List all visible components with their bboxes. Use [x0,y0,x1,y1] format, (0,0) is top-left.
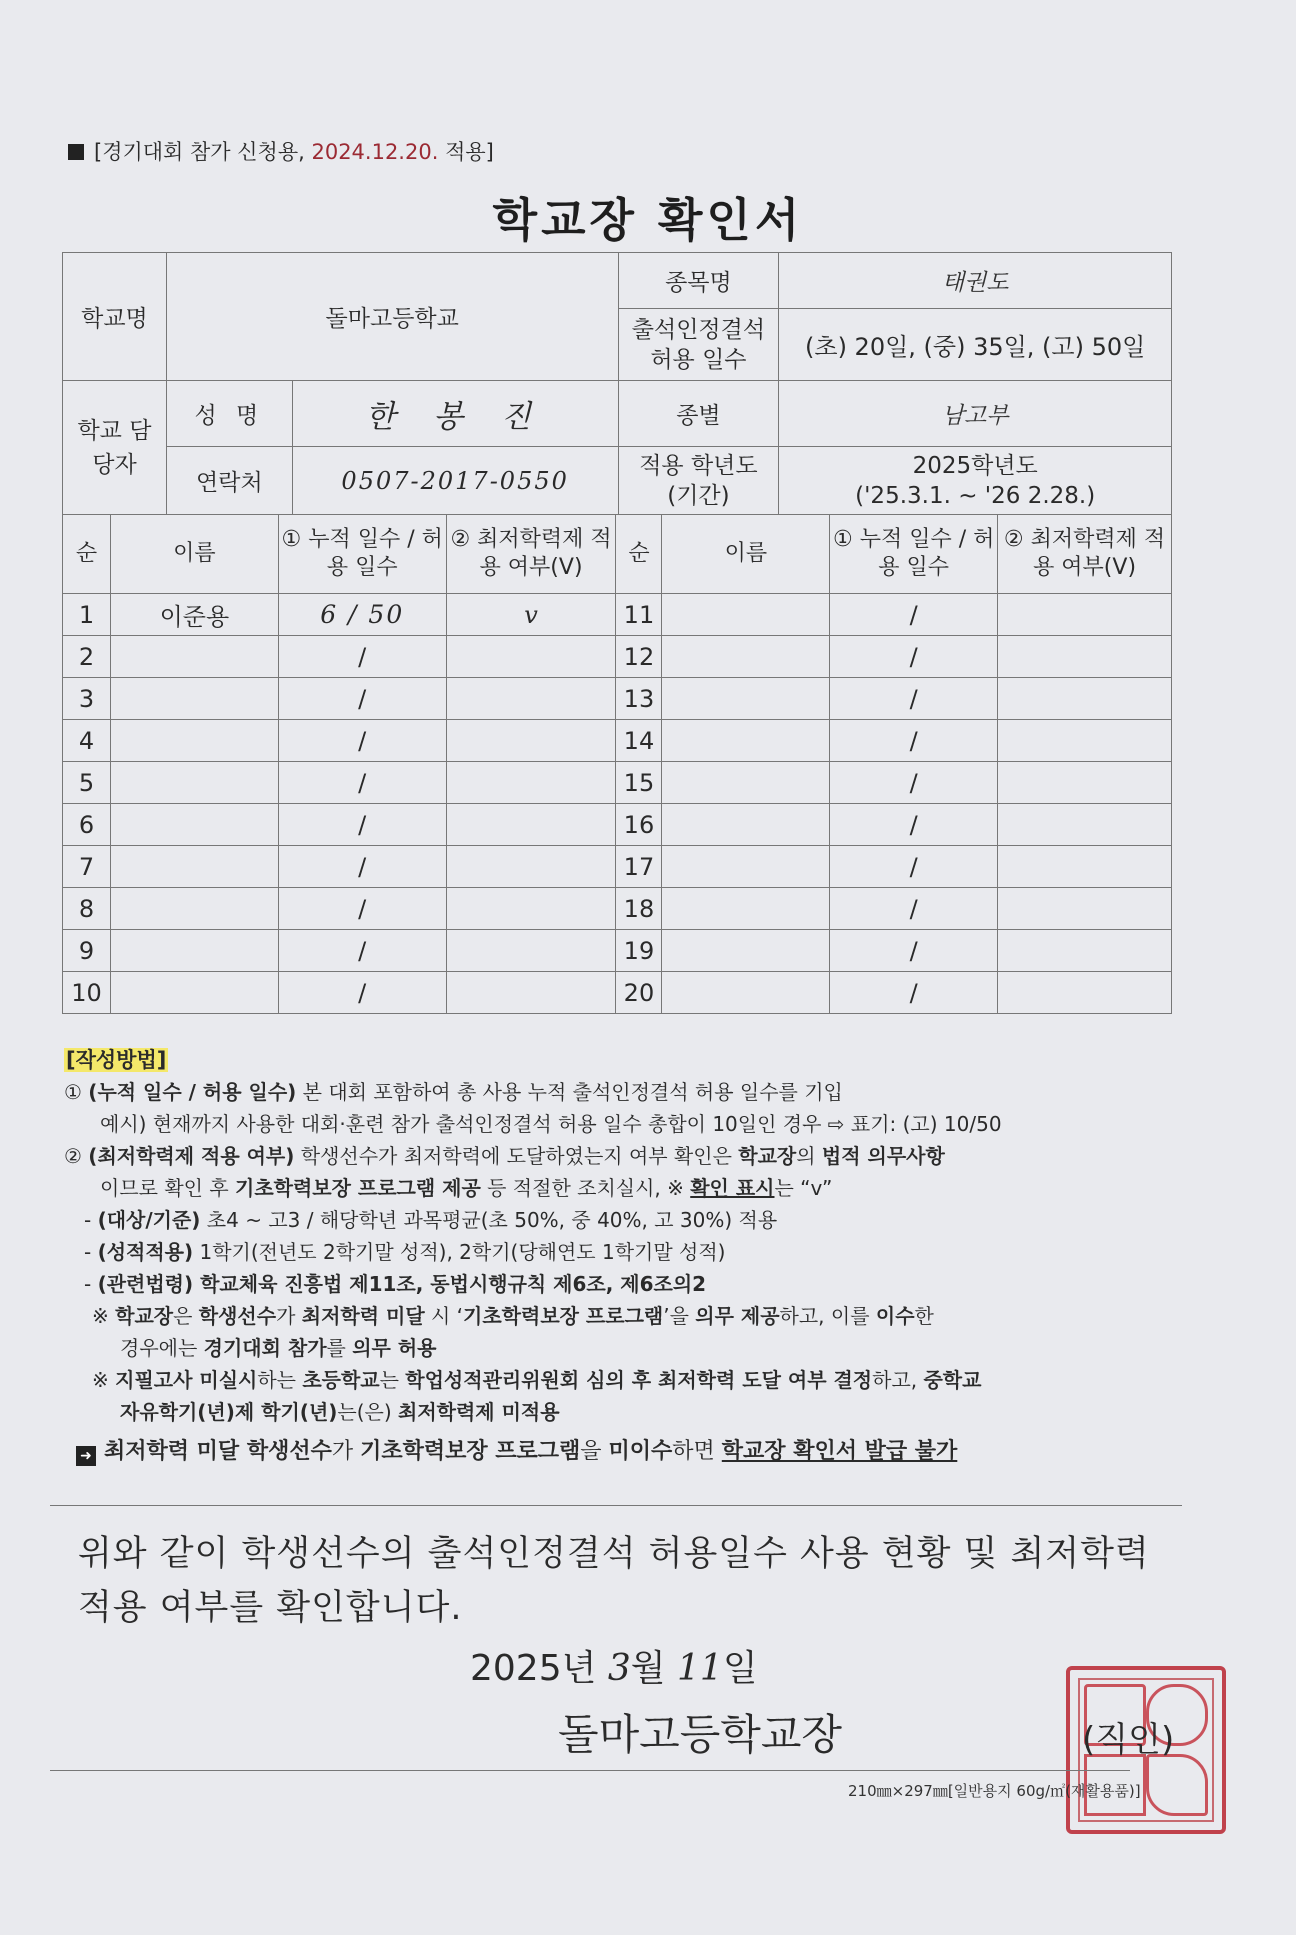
row-number: 2 [63,636,111,678]
absence-value: (초) 20일, (중) 35일, (고) 50일 [779,309,1172,381]
days-cell: / [278,846,446,888]
days-cell: / [830,678,998,720]
row-number: 5 [63,762,111,804]
student-name-cell [110,636,278,678]
row-number: 8 [63,888,111,930]
footer-divider [50,1770,1130,1771]
student-name-cell [110,678,278,720]
manager-label: 학교 담당자 [63,381,167,515]
days-cell: / [830,636,998,678]
table-row [63,636,1172,678]
year-value: 2025학년도 [912,452,1038,479]
note-1-line2: 경우에는 경기대회 참가를 의무 허용 [120,1336,437,1360]
min-academic-check-cell [446,846,616,888]
instruction-2: ② (최저학력제 적용 여부) 학생선수가 최저학력에 도달하였는지 여부 확인은 학교장의 법적 의무사항 [64,1144,945,1168]
student-name-cell [662,594,830,636]
school-label: 학교명 [63,253,167,381]
days-cell: / [830,720,998,762]
row-number: 10 [63,972,111,1014]
min-academic-check-cell [446,804,616,846]
min-academic-check-cell [446,720,616,762]
days-cell: / [830,846,998,888]
note-2: ※ 지필고사 미실시하는 초등학교는 학업성적관리위원회 심의 후 최저학력 도달 여부 결정하고, 중학교 [92,1368,982,1392]
criteria-target: - (대상/기준) 초4 ~ 고3 / 해당학년 과목평균(초 50%, 중 40%, 고 30%) 적용 [84,1208,778,1232]
student-name-cell [662,846,830,888]
student-name-cell [662,930,830,972]
min-academic-check-cell [998,804,1172,846]
day-handwritten: 11 [677,1648,723,1689]
student-name-cell [110,972,278,1014]
days-cell: 6 / 50 [278,594,446,636]
criteria-grades: - (성적적용) 1학기(전년도 2학기말 성적), 2학기(당해연도 1학기말 성적) [84,1240,726,1264]
days-cell: / [278,804,446,846]
year-label: 적용 학년도 (기간) [618,447,779,515]
row-number: 13 [616,678,662,720]
row-number: 14 [616,720,662,762]
min-academic-check-cell [998,762,1172,804]
student-name-cell [662,720,830,762]
row-number: 6 [63,804,111,846]
days-cell: / [278,762,446,804]
min-academic-check-cell: v [446,594,616,636]
table-row [63,804,1172,846]
name-label: 성 명 [166,381,292,447]
min-academic-check-cell [998,930,1172,972]
principal-name: 돌마고등학교장 [558,1710,843,1759]
row-number: 12 [616,636,662,678]
min-academic-check-cell [446,678,616,720]
student-name-cell [110,888,278,930]
year-cell [779,447,1172,515]
student-name-cell [110,846,278,888]
student-name-cell [662,972,830,1014]
issue-date: 2025년 3월 11일 [470,1648,758,1689]
row-number: 19 [616,930,662,972]
header-no: 순 [63,515,111,594]
top-note-date: 2024.12.20. [311,140,439,164]
table-row [63,888,1172,930]
arrow-box-icon: ➜ [76,1446,96,1466]
row-number: 17 [616,846,662,888]
month-handwritten: 3 [607,1648,631,1689]
criteria-law: - (관련법령) 학교체육 진흥법 제11조, 동법시행규칙 제6조, 제6조의2 [84,1272,707,1296]
table-row [63,594,1172,636]
row-number: 4 [63,720,111,762]
table-row [63,846,1172,888]
min-academic-check-cell [446,972,616,1014]
days-cell: / [830,888,998,930]
student-name-cell [110,762,278,804]
min-academic-check-cell [446,762,616,804]
student-name-cell: 이준용 [110,594,278,636]
row-number: 18 [616,888,662,930]
instruction-1: ① (누적 일수 / 허용 일수) 본 대회 포함하여 총 사용 누적 출석인정결석 허용 일수를 기입 [64,1080,843,1104]
min-academic-check-cell [998,720,1172,762]
min-academic-check-cell [998,972,1172,1014]
days-cell: / [278,678,446,720]
header-days: ① 누적 일수 / 허용 일수 [278,515,446,594]
days-cell: / [830,804,998,846]
row-number: 16 [616,804,662,846]
student-name-cell [662,678,830,720]
seal-label: (직인) [1082,1720,1175,1760]
row-number: 20 [616,972,662,1014]
school-value: 돌마고등학교 [166,253,618,381]
info-table [62,252,1172,515]
min-academic-check-cell [446,636,616,678]
top-note: [경기대회 참가 신청용, 2024.12.20. 적용] [68,136,494,166]
student-name-cell [110,930,278,972]
days-cell: / [278,888,446,930]
days-cell: / [830,594,998,636]
header-name: 이름 [662,515,830,594]
days-cell: / [278,720,446,762]
confirmation-text: 위와 같이 학생선수의 출석인정결석 허용일수 사용 현황 및 최저학력 적용 여부를 확인합니다. [78,1534,1150,1628]
manager-name-handwritten: 한 봉 진 [292,381,618,447]
instructions-heading: [작성방법] [66,1048,167,1072]
min-academic-check-cell [998,594,1172,636]
paper-spec-footer: 210㎜×297㎜[일반용지 60g/㎡(재활용품)] [848,1782,1141,1800]
note-1: ※ 학교장은 학생선수가 최저학력 미달 시 ‘기초학력보장 프로그램’을 의무 제공하고, 이를 이수한 [92,1304,934,1328]
table-row [63,678,1172,720]
header-check: ② 최저학력제 적용 여부(V) [446,515,616,594]
table-row [63,972,1172,1014]
table-row [63,930,1172,972]
row-number: 15 [616,762,662,804]
days-cell: / [278,930,446,972]
days-cell: / [278,972,446,1014]
student-name-cell [662,888,830,930]
student-name-cell [110,804,278,846]
page-title: 학교장 확인서 [492,193,804,247]
student-name-cell [662,762,830,804]
row-number: 3 [63,678,111,720]
header-name: 이름 [110,515,278,594]
absence-label: 출석인정결석 허용 일수 [618,309,779,381]
header-no: 순 [616,515,662,594]
sport-value: 태권도 [779,253,1172,309]
header-check: ② 최저학력제 적용 여부(V) [998,515,1172,594]
table-row [63,762,1172,804]
min-academic-check-cell [998,846,1172,888]
instruction-1-example: 예시) 현재까지 사용한 대회·훈련 참가 출석인정결석 허용 일수 총합이 10일인 경우 ⇨ 표기: (고) 10/50 [100,1112,1002,1136]
category-value: 남고부 [779,381,1172,447]
min-academic-check-cell [998,888,1172,930]
days-cell: / [830,972,998,1014]
note-2-line2: 자유학기(년)제 학기(년)는(은) 최저학력제 미적용 [120,1400,560,1424]
days-cell: / [830,930,998,972]
square-bullet-icon [68,144,84,160]
instructions [64,1044,1184,1468]
category-label: 종별 [618,381,779,447]
header-days: ① 누적 일수 / 허용 일수 [830,515,998,594]
table-row [63,720,1172,762]
roster-table [62,514,1172,1014]
min-academic-check-cell [446,888,616,930]
student-name-cell [662,804,830,846]
row-number: 11 [616,594,662,636]
days-cell: / [278,636,446,678]
min-academic-check-cell [998,636,1172,678]
sport-label: 종목명 [618,253,779,309]
min-academic-check-cell [446,930,616,972]
year-period: ('25.3.1. ~ '26 2.28.) [855,482,1096,509]
row-number: 1 [63,594,111,636]
contact-label: 연락처 [166,447,292,515]
student-name-cell [110,720,278,762]
row-number: 9 [63,930,111,972]
student-name-cell [662,636,830,678]
instruction-2-line2: 이므로 확인 후 기초학력보장 프로그램 제공 등 적절한 조치실시, ※ 확인 표시는 “v” [100,1176,833,1200]
min-academic-check-cell [998,678,1172,720]
divider [50,1505,1182,1506]
row-number: 7 [63,846,111,888]
contact-value-handwritten: 0507-2017-0550 [292,447,618,515]
days-cell: / [830,762,998,804]
issuance-warning: ➜ 최저학력 미달 학생선수가 기초학력보장 프로그램을 미이수하면 학교장 확인서 발급 불가 [64,1436,1184,1468]
